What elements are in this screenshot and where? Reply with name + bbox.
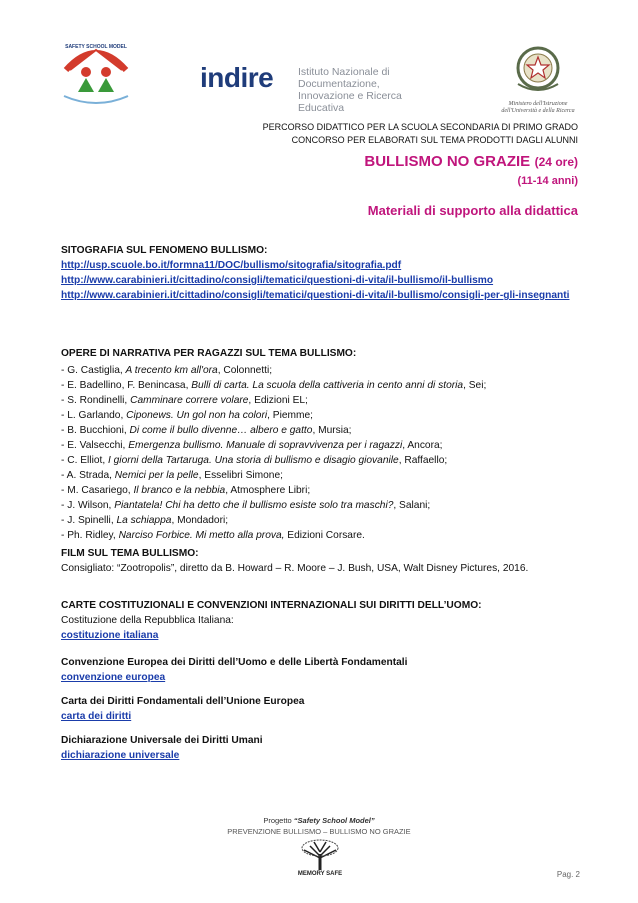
carte-section xyxy=(61,598,482,643)
book-publisher: , Ancora; xyxy=(402,440,443,451)
book-title: Camminare correre volare xyxy=(130,395,249,406)
narrativa-section xyxy=(61,346,486,543)
list-item xyxy=(61,483,486,498)
list-item xyxy=(61,423,486,438)
carta-title: Costituzione della Repubblica Italiana: xyxy=(61,615,234,626)
list-item xyxy=(61,468,486,483)
ministry-caption-1: Ministero dell'Istruzione xyxy=(508,101,568,107)
book-publisher: , Esselibri Simone; xyxy=(198,470,283,481)
book-author: - M. Casariego, xyxy=(61,485,134,496)
book-title: La schiappa xyxy=(116,515,172,526)
book-title: I giorni della Tartaruga. Una storia di bullismo e disagio giovanile xyxy=(107,455,399,466)
age-range: (11-14 anni) xyxy=(517,175,578,187)
book-publisher: , Mondadori; xyxy=(171,515,229,526)
book-author: - Ph. Ridley, xyxy=(61,530,119,541)
footer-project-label: Progetto xyxy=(263,816,294,825)
title-hours: (24 ore) xyxy=(534,155,578,169)
book-publisher: , Mursia; xyxy=(312,425,352,436)
film-section xyxy=(61,546,528,576)
page-title xyxy=(364,153,578,171)
book-publisher: , Atmosphere Libri; xyxy=(225,485,311,496)
sitografia-link[interactable]: http://www.carabinieri.it/cittadino/consigli/tematici/questioni-di-vita/il-bullismo/consigli-per-gli-insegnanti xyxy=(61,290,570,301)
sitografia-heading: SITOGRAFIA SUL FENOMENO BULLISMO: xyxy=(61,245,268,256)
book-author: - E. Badellino, F. Benincasa, xyxy=(61,380,192,391)
list-item xyxy=(61,528,486,543)
indire-line-1: Istituto Nazionale di Documentazione, xyxy=(298,66,390,90)
contest-line: CONCORSO PER ELABORATI SUL TEMA PRODOTTI DAGLI ALUNNI xyxy=(291,135,578,145)
ministry-caption-2: dell'Università e della Ricerca xyxy=(501,108,575,114)
course-line: PERCORSO DIDATTICO PER LA SCUOLA SECONDARIA DI PRIMO GRADO xyxy=(262,122,578,132)
film-heading: FILM SUL TEMA BULLISMO: xyxy=(61,548,199,559)
carta-block xyxy=(61,694,304,724)
book-author: - J. Spinelli, xyxy=(61,515,117,526)
indire-wordmark: indire xyxy=(200,62,274,93)
book-title: Piantatela! Chi ha detto che il bullismo esiste solo tra maschi? xyxy=(114,500,394,511)
footer-logo-text: MEMORY SAFE xyxy=(297,871,343,877)
safety-school-model-logo xyxy=(56,40,136,108)
list-item xyxy=(61,378,486,393)
narrativa-list xyxy=(61,363,486,543)
ssm-logo-text: SAFETY SCHOOL MODEL xyxy=(65,44,127,50)
list-item xyxy=(61,408,486,423)
carta-block xyxy=(61,655,407,685)
footer-project xyxy=(0,816,638,825)
carte-heading: CARTE COSTITUZIONALI E CONVENZIONI INTERNAZIONALI SUI DIRITTI DELL’UOMO: xyxy=(61,600,482,611)
book-author: - S. Rondinelli, xyxy=(61,395,131,406)
book-author: - B. Bucchioni, xyxy=(61,425,130,436)
book-author: - G. Castiglia, xyxy=(61,365,126,376)
book-author: - C. Elliot, xyxy=(61,455,108,466)
italian-emblem-icon xyxy=(500,44,576,96)
sitografia-link[interactable]: http://www.carabinieri.it/cittadino/consigli/tematici/questioni-di-vita/il-bullismo/il-bullismo xyxy=(61,275,494,286)
book-publisher: , Raffaello; xyxy=(398,455,448,466)
book-author: - E. Valsecchi, xyxy=(61,440,129,451)
book-title: Bulli di carta. La scuola della cattiveria in cento anni di storia xyxy=(191,380,464,391)
list-item xyxy=(61,438,486,453)
indire-logo xyxy=(200,60,450,114)
sitografia-link[interactable]: http://usp.scuole.bo.it/formna11/DOC/bullismo/sitografia/sitografia.pdf xyxy=(61,260,402,271)
book-title: Ciponews. Un gol non ha colori xyxy=(126,410,268,421)
book-author: - J. Wilson, xyxy=(61,500,115,511)
ministry-logo xyxy=(500,44,576,116)
book-title: Il branco e la nebbia xyxy=(133,485,226,496)
memory-safe-logo xyxy=(274,838,366,878)
sitografia-section xyxy=(61,243,569,303)
book-author: - A. Strada, xyxy=(61,470,115,481)
carta-title: Convenzione Europea dei Diritti dell’Uomo e delle Libertà Fondamentali xyxy=(61,657,408,668)
book-title: Nemici per la pelle xyxy=(114,470,199,481)
indire-line-2: Innovazione e Ricerca Educativa xyxy=(298,90,402,114)
book-publisher: Edizioni Corsare. xyxy=(284,530,365,541)
book-publisher: , Colonnetti; xyxy=(217,365,273,376)
list-item xyxy=(61,363,486,378)
book-publisher: , Piemme; xyxy=(267,410,313,421)
materials-heading: Materiali di supporto alla didattica xyxy=(367,203,578,218)
book-title: Emergenza bullismo. Manuale di sopravvivenza per i ragazzi xyxy=(128,440,403,451)
carta-link[interactable]: convenzione europea xyxy=(61,672,166,683)
footer-subtitle: PREVENZIONE BULLISMO – BULLISMO NO GRAZIE xyxy=(227,827,411,836)
book-author: - L. Garlando, xyxy=(61,410,127,421)
book-publisher: , Sei; xyxy=(463,380,487,391)
carta-link[interactable]: carta dei diritti xyxy=(61,711,132,722)
film-text: Consigliato: “Zootropolis”, diretto da B. Howard – R. Moore – J. Bush, USA, Walt Disney Pictures, 2016. xyxy=(61,563,529,574)
book-title: A trecento km all'ora xyxy=(125,365,218,376)
title-text: BULLISMO NO GRAZIE xyxy=(364,153,531,170)
book-title: Narciso Forbice. Mi metto alla prova, xyxy=(118,530,285,541)
narrativa-heading: OPERE DI NARRATIVA PER RAGAZZI SUL TEMA BULLISMO: xyxy=(61,348,357,359)
book-publisher: , Edizioni EL; xyxy=(248,395,308,406)
list-item xyxy=(61,453,486,468)
carta-title: Carta dei Diritti Fondamentali dell’Unione Europea xyxy=(61,696,305,707)
page-number: Pag. 2 xyxy=(556,870,580,879)
list-item xyxy=(61,513,486,528)
carta-link[interactable]: dichiarazione universale xyxy=(61,750,180,761)
carta-link[interactable]: costituzione italiana xyxy=(61,630,159,641)
footer-project-name: “Safety School Model” xyxy=(293,816,375,825)
book-publisher: , Salani; xyxy=(393,500,431,511)
book-title: Di come il bullo divenne… albero e gatto xyxy=(129,425,313,436)
carta-title: Dichiarazione Universale dei Diritti Umani xyxy=(61,735,263,746)
carta-block xyxy=(61,733,263,763)
list-item xyxy=(61,498,486,513)
tree-icon xyxy=(274,838,366,878)
indire-description xyxy=(298,66,450,114)
list-item xyxy=(61,393,486,408)
